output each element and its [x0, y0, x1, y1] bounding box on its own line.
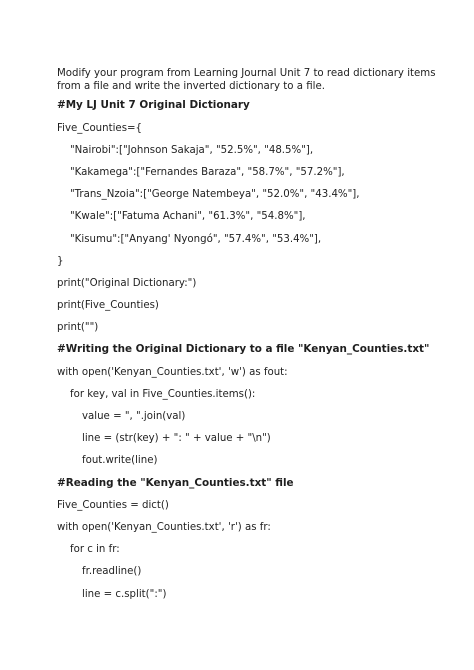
code-line: line = c.split(":")	[82, 589, 167, 600]
code-line: fout.write(line)	[82, 455, 158, 466]
code-line: }	[57, 256, 64, 267]
code-line: with open('Kenyan_Counties.txt', 'r') as fr:	[57, 522, 271, 533]
code-line: Five_Counties = dict()	[57, 500, 169, 511]
heading-original-dictionary: #My LJ Unit 7 Original Dictionary	[57, 99, 250, 111]
code-line: for key, val in Five_Counties.items():	[70, 389, 256, 400]
heading-reading-file: #Reading the "Kenyan_Counties.txt" file	[57, 477, 294, 489]
code-line: "Kisumu":["Anyang' Nyongó", "57.4%", "53.4%"],	[70, 234, 322, 245]
code-line: with open('Kenyan_Counties.txt', 'w') as fout:	[57, 367, 288, 378]
code-line: fr.readline()	[82, 566, 142, 577]
code-line: "Nairobi":["Johnson Sakaja", "52.5%", "48.5%"],	[70, 145, 314, 156]
code-line: value = ", ".join(val)	[82, 411, 186, 422]
code-line: print("")	[57, 322, 99, 333]
code-line: line = (str(key) + ": " + value + "\n")	[82, 433, 271, 444]
code-line: print(Five_Counties)	[57, 300, 159, 311]
code-line: print("Original Dictionary:")	[57, 278, 197, 289]
code-line: "Kwale":["Fatuma Achani", "61.3%", "54.8%"],	[70, 211, 306, 222]
code-line: for c in fr:	[70, 544, 120, 555]
heading-writing-dictionary: #Writing the Original Dictionary to a file "Kenyan_Counties.txt"	[57, 343, 430, 355]
code-line: "Trans_Nzoia":["George Natembeya", "52.0%", "43.4%"],	[70, 189, 360, 200]
code-line: "Kakamega":["Fernandes Baraza", "58.7%", "57.2%"],	[70, 167, 345, 178]
code-line: Five_Counties={	[57, 123, 143, 134]
intro-paragraph: Modify your program from Learning Journal Unit 7 to read dictionary items from a file and write the inverted dictionary to a file.	[57, 68, 436, 92]
